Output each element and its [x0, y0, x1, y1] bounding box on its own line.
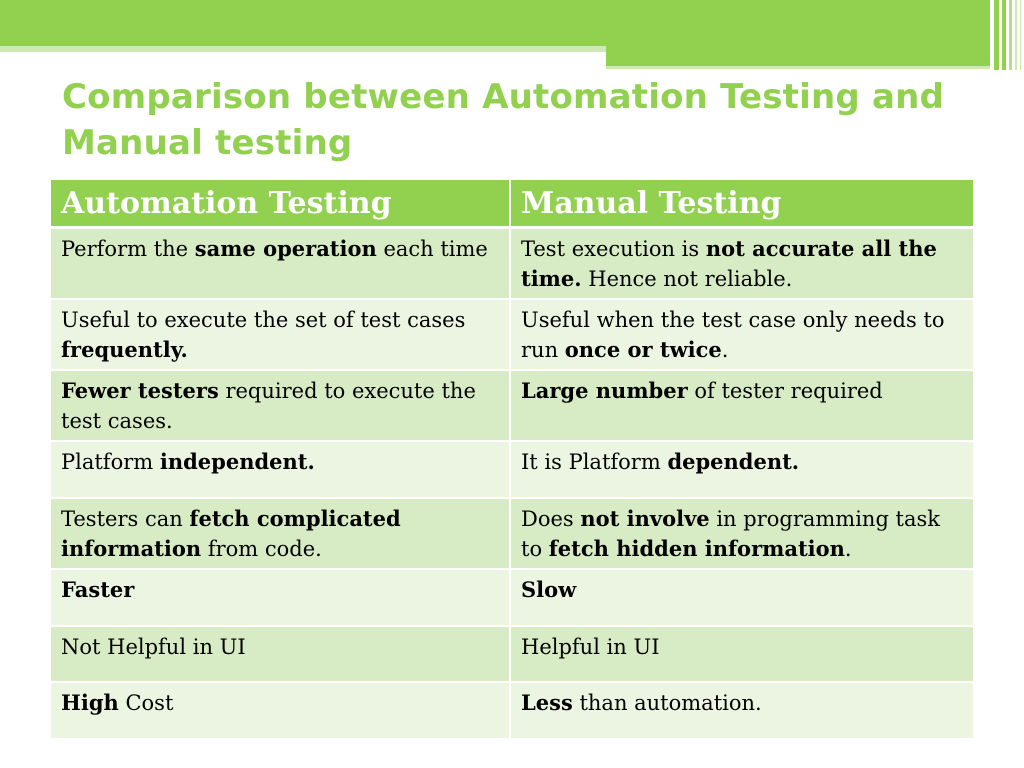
cell-text: Cost	[118, 691, 174, 715]
cell-text-bold: not accurate all the time.	[521, 236, 937, 291]
cell-text: Not Helpful in UI	[61, 635, 246, 659]
cell-text: each time	[376, 237, 488, 261]
cell-automation	[51, 442, 511, 499]
cell-text-bold: dependent.	[667, 449, 800, 474]
header-stripe	[1020, 0, 1021, 70]
header-stripe	[994, 0, 999, 70]
cell-text: Does	[521, 507, 581, 531]
header-band-step	[606, 46, 990, 66]
cell-text-bold: same operation	[194, 236, 377, 261]
cell-manual	[511, 300, 973, 371]
cell-text: .	[844, 537, 852, 561]
cell-text: .	[721, 338, 729, 362]
cell-text-bold: not involve	[580, 506, 710, 531]
header-manual-testing: Manual Testing	[511, 180, 973, 229]
table-row	[51, 627, 973, 683]
cell-manual	[511, 570, 973, 627]
cell-automation	[51, 499, 511, 570]
cell-manual	[511, 229, 973, 300]
cell-text-bold: Large number	[521, 378, 688, 403]
table-row	[51, 229, 973, 300]
cell-manual	[511, 442, 973, 499]
table-row	[51, 499, 973, 570]
table-row	[51, 300, 973, 371]
cell-text: than automation.	[572, 691, 762, 715]
cell-text: Perform the	[61, 237, 195, 261]
cell-text: Useful when the test case only needs to run	[521, 308, 945, 362]
cell-text: Test execution is	[521, 237, 706, 261]
cell-text-bold: Fewer testers	[61, 378, 219, 403]
slide-title: Comparison between Automation Testing and Manual testing	[62, 77, 945, 163]
cell-manual	[511, 627, 973, 683]
cell-text: from code.	[201, 537, 322, 561]
cell-automation	[51, 627, 511, 683]
header-automation-testing: Automation Testing	[51, 180, 511, 229]
header-band-main	[0, 0, 990, 46]
cell-automation	[51, 371, 511, 442]
cell-manual	[511, 371, 973, 442]
header-stripe	[1002, 0, 1006, 70]
cell-text-bold: Less	[521, 690, 573, 715]
cell-text-bold: fetch complicated information	[61, 506, 401, 561]
cell-text-bold: fetch hidden information	[548, 536, 845, 561]
cell-text: in programming task to	[521, 507, 941, 561]
cell-manual	[511, 499, 973, 570]
cell-text: of tester required	[687, 379, 883, 403]
header-stripe	[1015, 0, 1017, 70]
comparison-table	[51, 180, 973, 740]
cell-text-bold: independent.	[159, 449, 315, 474]
cell-text-bold: once or twice	[564, 337, 722, 362]
table-row	[51, 570, 973, 627]
cell-text: Helpful in UI	[521, 635, 660, 659]
table-row	[51, 371, 973, 442]
cell-text: Useful to execute the set of test cases	[61, 308, 466, 332]
cell-text-bold: High	[61, 690, 119, 715]
header-stripe	[1009, 0, 1012, 70]
cell-text: Platform	[61, 450, 160, 474]
table-row	[51, 442, 973, 499]
table-header-row	[51, 180, 973, 229]
cell-text-bold: Slow	[521, 577, 577, 602]
cell-automation	[51, 570, 511, 627]
cell-text-bold: Faster	[61, 577, 135, 602]
table-body	[51, 229, 973, 740]
cell-automation	[51, 300, 511, 371]
cell-manual	[511, 683, 973, 740]
cell-text: Hence not reliable.	[581, 267, 793, 291]
table-row	[51, 683, 973, 740]
cell-automation	[51, 683, 511, 740]
cell-text-bold: frequently.	[61, 337, 188, 362]
cell-text: It is Platform	[521, 450, 668, 474]
cell-text: required to execute the test cases.	[61, 379, 476, 433]
cell-text: Testers can	[61, 507, 190, 531]
header-band-step-line	[606, 66, 990, 69]
cell-automation	[51, 229, 511, 300]
